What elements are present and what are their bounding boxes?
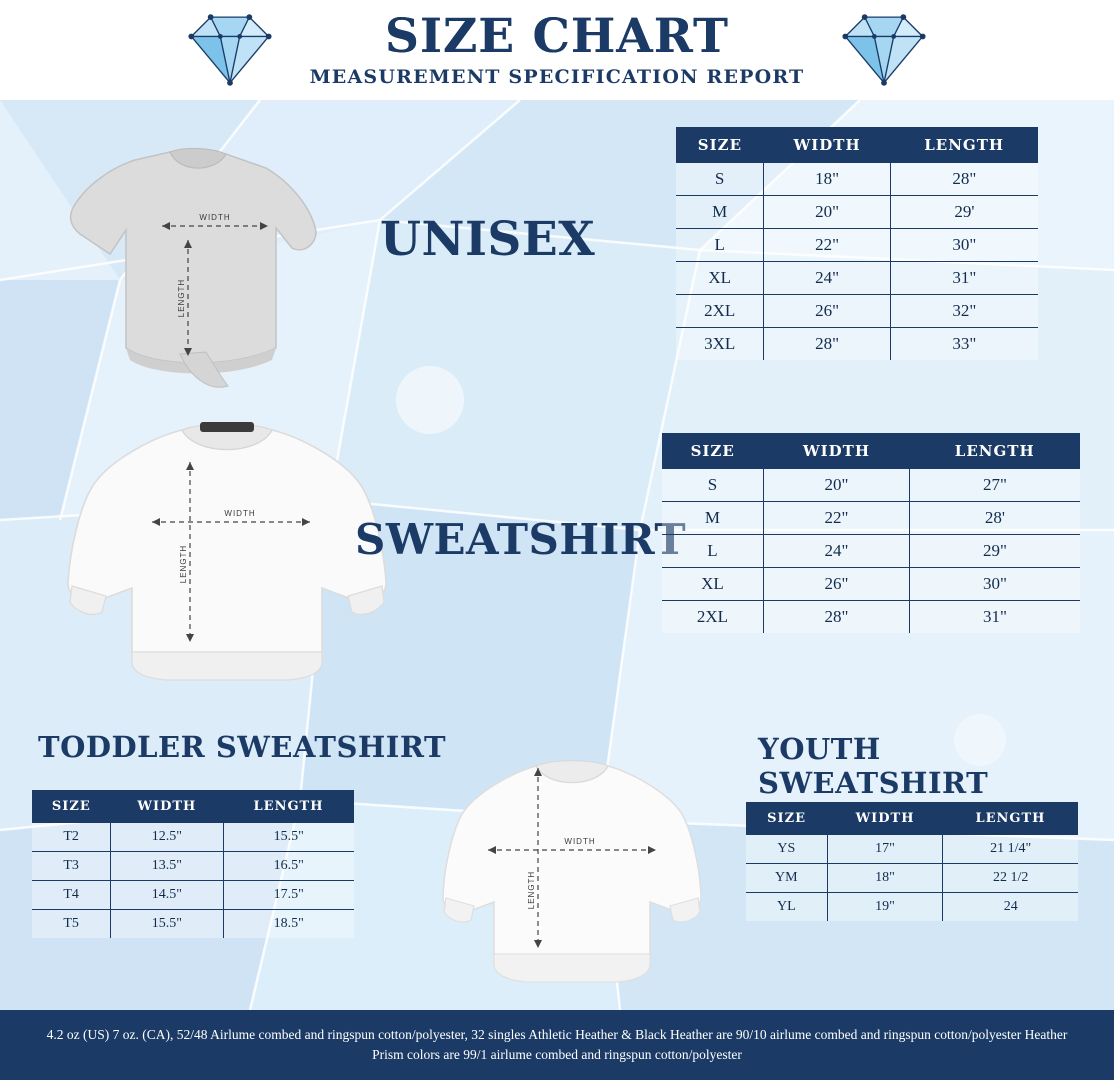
cell-size: XL <box>662 568 763 601</box>
table-row <box>676 163 1038 196</box>
cell-width: 12.5" <box>111 823 223 852</box>
cell-size: L <box>676 229 764 262</box>
table-row <box>746 893 1078 922</box>
cell-length: 15.5" <box>223 823 354 852</box>
cell-length: 17.5" <box>223 881 354 910</box>
diamond-icon <box>172 11 288 89</box>
cell-length: 32" <box>890 295 1038 328</box>
column-header: LENGTH <box>223 790 354 823</box>
table-row <box>676 328 1038 361</box>
cell-length: 22 1/2 <box>943 864 1078 893</box>
cell-size: T2 <box>32 823 111 852</box>
table-row <box>662 469 1080 502</box>
cell-width: 15.5" <box>111 910 223 939</box>
cell-size: T5 <box>32 910 111 939</box>
cell-length: 31" <box>890 262 1038 295</box>
cell-size: M <box>662 502 763 535</box>
page-title: SIZE CHART <box>385 9 729 65</box>
table-row <box>32 881 354 910</box>
column-header: WIDTH <box>827 802 943 835</box>
cell-length: 18.5" <box>223 910 354 939</box>
table-row <box>746 864 1078 893</box>
cell-length: 30" <box>909 568 1080 601</box>
cell-size: T3 <box>32 852 111 881</box>
toddler-size-table <box>32 790 354 938</box>
cell-length: 29" <box>909 535 1080 568</box>
cell-size: 2XL <box>662 601 763 634</box>
column-header: WIDTH <box>763 433 909 469</box>
column-header: LENGTH <box>909 433 1080 469</box>
cell-size: T4 <box>32 881 111 910</box>
table-row <box>676 196 1038 229</box>
footer-note <box>0 1010 1114 1080</box>
cell-width: 24" <box>764 262 890 295</box>
cell-width: 28" <box>764 328 890 361</box>
table-row <box>676 295 1038 328</box>
cell-width: 26" <box>764 295 890 328</box>
column-header: LENGTH <box>943 802 1078 835</box>
section-label-unisex: UNISEX <box>380 212 596 267</box>
cell-length: 28" <box>890 163 1038 196</box>
cell-length: 21 1/4" <box>943 835 1078 864</box>
table-row <box>32 823 354 852</box>
cell-width: 28" <box>763 601 909 634</box>
cell-width: 26" <box>763 568 909 601</box>
table-row <box>676 229 1038 262</box>
unisex-tshirt-photo <box>40 108 360 393</box>
cell-length: 16.5" <box>223 852 354 881</box>
cell-size: S <box>662 469 763 502</box>
cell-length: 27" <box>909 469 1080 502</box>
footer-text: 4.2 oz (US) 7 oz. (CA), 52/48 Airlume combed and ringspun cotton/polyester, 32 singles Athletic Heather & Black Heather are 90/10 airlume combed and ringspun cotton/polyester Heather Prism colors are 99/1 airlume combed and ringspun cotton/polyester <box>46 1027 1068 1062</box>
cell-size: M <box>676 196 764 229</box>
table-row <box>662 568 1080 601</box>
cell-size: 3XL <box>676 328 764 361</box>
column-header: WIDTH <box>111 790 223 823</box>
table-row <box>32 852 354 881</box>
table-row <box>662 535 1080 568</box>
cell-length: 24 <box>943 893 1078 922</box>
cell-length: 33" <box>890 328 1038 361</box>
sweatshirt-size-table <box>662 433 1080 633</box>
cell-width: 22" <box>763 502 909 535</box>
table-row <box>32 910 354 939</box>
cell-length: 30" <box>890 229 1038 262</box>
cell-width: 19" <box>827 893 943 922</box>
cell-size: 2XL <box>676 295 764 328</box>
column-header: SIZE <box>32 790 111 823</box>
cell-size: S <box>676 163 764 196</box>
cell-width: 24" <box>763 535 909 568</box>
cell-width: 20" <box>764 196 890 229</box>
section-label-youth: YOUTH SWEATSHIRT <box>758 732 989 800</box>
column-header: SIZE <box>676 127 764 163</box>
cell-width: 13.5" <box>111 852 223 881</box>
width-label: WIDTH <box>224 509 256 518</box>
cell-width: 22" <box>764 229 890 262</box>
length-label: LENGTH <box>527 870 536 910</box>
diamond-icon <box>826 11 942 89</box>
table-row <box>662 502 1080 535</box>
cell-size: L <box>662 535 763 568</box>
cell-length: 29' <box>890 196 1038 229</box>
cell-width: 17" <box>827 835 943 864</box>
section-label-sweatshirt: SWEATSHIRT <box>355 515 687 564</box>
content-area <box>0 100 1114 1010</box>
cell-width: 18" <box>764 163 890 196</box>
youth-size-table <box>746 802 1078 921</box>
cell-size: YL <box>746 893 827 922</box>
toddler-sweatshirt-photo <box>430 740 710 1010</box>
width-label: WIDTH <box>199 213 231 222</box>
cell-width: 14.5" <box>111 881 223 910</box>
width-label: WIDTH <box>564 837 596 846</box>
column-header: WIDTH <box>764 127 890 163</box>
cell-width: 18" <box>827 864 943 893</box>
cell-length: 31" <box>909 601 1080 634</box>
cell-width: 20" <box>763 469 909 502</box>
table-row <box>746 835 1078 864</box>
page-subtitle: MEASUREMENT SPECIFICATION REPORT <box>309 65 805 88</box>
cell-length: 28' <box>909 502 1080 535</box>
column-header: SIZE <box>662 433 763 469</box>
column-header: LENGTH <box>890 127 1038 163</box>
section-label-toddler: TODDLER SWEATSHIRT <box>38 730 447 764</box>
cell-size: YS <box>746 835 827 864</box>
table-row <box>662 601 1080 634</box>
sweatshirt-photo <box>62 400 392 700</box>
unisex-size-table <box>676 127 1038 360</box>
header <box>0 0 1114 100</box>
cell-size: YM <box>746 864 827 893</box>
column-header: SIZE <box>746 802 827 835</box>
length-label: LENGTH <box>177 278 186 318</box>
cell-size: XL <box>676 262 764 295</box>
table-row <box>676 262 1038 295</box>
length-label: LENGTH <box>179 544 188 584</box>
